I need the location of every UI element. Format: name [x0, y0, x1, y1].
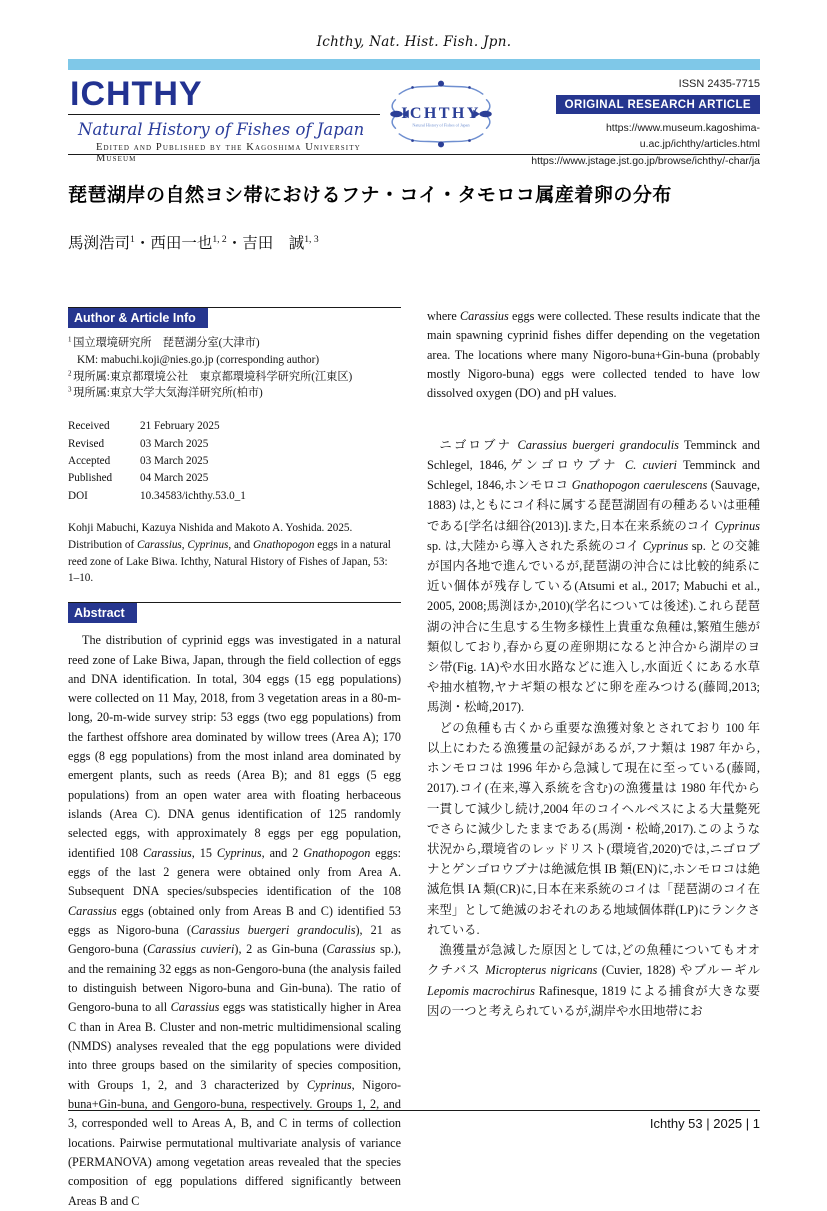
- affiliation-1: $^1$ 国立環境研究所 琵琶湖分室(大津市): [68, 335, 260, 349]
- history-value: 21 February 2025: [140, 420, 220, 433]
- logo-subtext: Natural History of Fishes of Japan: [412, 122, 470, 128]
- journal-url-jstage[interactable]: https://www.jstage.jst.go.jp/browse/ichthy/-char/ja: [531, 154, 760, 167]
- history-label: Revised: [68, 437, 105, 450]
- affiliation-list: [68, 335, 401, 402]
- header-accent-bar: [68, 59, 760, 70]
- journal-meta: [508, 77, 760, 169]
- brand-divider: [68, 114, 380, 115]
- journal-wordmark: ICHTHY: [70, 75, 203, 113]
- affiliation-2: $^2$ 現所属:東京都環境公社 東京都環境科学研究所(江東区): [68, 368, 353, 383]
- history-label: Published: [68, 472, 113, 485]
- doi-value: 10.34583/ichthy.53.0_1: [140, 489, 246, 502]
- history-value: 03 March 2025: [140, 437, 209, 450]
- history-row-doi: [68, 488, 401, 505]
- page-footer: [68, 1110, 760, 1131]
- journal-urls: [508, 120, 760, 169]
- journal-logo: [382, 77, 500, 156]
- intro-paragraph-2: どの魚種も古くから重要な漁獲対象とされており 100 年以上にわたる漁獲量の記録があるが,フナ類は 1987 年から,ホンモロコは 1996 年から急減して現在に至っている(藤岡, 2017).コイ(在来,導入系統を含む)の漁獲量は 1980 年代から一貫して減少し続け,2004 年のコイヘルペスによる大量斃死でさらに減少したままである(馬渕・松崎,2017).このような状況から,環境省のレッドリスト(環境省,2020)では,ニゴロブナとゲンゴロウブナは絶滅危惧 IB 類(EN)に,ホンモロコは絶滅危惧 IA 類(CR)に,日本在来系統のコイは「琵琶湖のコイ在来型」として絶滅のおそれのある地域個体群(LP)にランクされている.: [427, 720, 760, 937]
- author-info-section-head: [68, 307, 401, 328]
- page-number: Ichthy 53 | 2025 | 1: [649, 1116, 760, 1131]
- history-value: 04 March 2025: [140, 472, 209, 485]
- article-title: 琵琶湖岸の自然ヨシ帯におけるフナ・コイ・タモロコ属産着卵の分布: [68, 185, 672, 206]
- journal-subtitle: Natural History of Fishes of Japan: [78, 120, 365, 139]
- history-row-accepted: [68, 453, 401, 470]
- corresponding-author-email: KM: mabuchi.koji@nies.go.jp (corresponding author): [77, 353, 320, 366]
- journal-logo-emblem: [384, 77, 498, 151]
- author-info-heading: Author & Article Info: [68, 308, 208, 328]
- intro-paragraph-3: 漁獲量が急減した原因としては,どの魚種についてもオオクチバス Micropterus nigricans (Cuvier, 1828) やブルーギル Lepomis macrochirus Rafinesque, 1819 による捕食が大きな要因の一つと考えられているが,湖岸や水田地帯にお: [427, 943, 760, 1018]
- journal-url-museum[interactable]: https://www.museum.kagoshima-u.ac.jp/ichthy/articles.html: [605, 122, 760, 151]
- publisher-line: Edited and Published by the Kagoshima University Museum: [96, 142, 361, 164]
- issn-label: ISSN 2435-7715: [678, 78, 760, 90]
- abstract-continued: where Carassius eggs were collected. These results indicate that the main spawning cyprinid fishes differ depending on the vegetation area. The locations where many Nigoro-buna+Gin-buna (probably mostly Nigoro-buna) eggs were collected tended to have low dissolved oxygen (DO) and pH values.: [427, 309, 760, 401]
- running-head: Ichthy, Nat. Hist. Fish. Jpn.: [316, 34, 512, 50]
- history-value: 03 March 2025: [140, 454, 209, 467]
- history-row-published: [68, 470, 401, 487]
- journal-header: [68, 75, 760, 167]
- history-label: Accepted: [68, 454, 111, 467]
- abstract-paragraph: The distribution of cyprinid eggs was investigated in a natural reed zone of Lake Biwa, Japan, through the field collection of eggs and DNA identification. In total, 304 eggs (15 egg populations) were collected on 11 May, 2018, from 3 vegetation areas in a 80-m-long, 20-m-wide survey strip: 53 eggs (two egg populations) from the farthest offshore area dominated by willow trees (Area A); 170 eggs (8 egg populations) from the most inland area dominated by emergent plants, such as reeds (Area B); and 81 eggs (5 egg populations) from an open water area with floating herbaceous islands (Area C). DNA genus identification of 125 randomly selected eggs, with approximately 8 eggs per egg population, identified 108 Carassius, 15 Cyprinus, and 2 Gnathopogon eggs: eggs of the last 2 genera were obtained only from Area A. Subsequent DNA species/subspecies identification of the 108 Carassius eggs (obtained only from Areas B and C) identified 53 eggs as Nigoro-buna (Carassius buergeri grandoculis), 21 as Gengoro-buna (Carassius cuvieri), 2 as Gin-buna (Carassius sp.), and the remaining 32 eggs as non-Gengoro-buna (the analysis failed to distinguish between Nigoro-buna and Gin-buna). The ratio of Gengoro-buna to all Carassius eggs was statistically higher in Area C than in Area B. Cluster and non-metric multidimensional scaling (NMDS) analyses revealed that the egg populations were divided into three groups based on the similarity of species composition, with Groups 1, 2, and 3 characterized by Cyprinus, Nigoro-buna+Gin-buna, and Gengoro-buna, respectively. Groups 1, 2, and 3, corresponded well to Areas A, B, and C in terms of collection locations. Pairwise permutational multivariate analysis of variance (PERMANOVA) among vegetation areas revealed that the species composition of egg populations differed significantly between Areas B and C: [68, 633, 402, 1208]
- history-row-revised: [68, 436, 401, 453]
- right-column: [427, 307, 760, 1211]
- article-type-badge: ORIGINAL RESEARCH ARTICLE: [556, 95, 760, 114]
- history-label: Received: [68, 420, 110, 433]
- history-row-received: [68, 418, 401, 435]
- article-history: [68, 418, 401, 505]
- history-label: DOI: [68, 489, 88, 502]
- left-column: [68, 307, 401, 1211]
- abstract-section-head: [68, 602, 401, 623]
- journal-brand: [68, 77, 380, 164]
- introduction-paragraphs: [427, 435, 760, 1021]
- citation-text: Kohji Mabuchi, Kazuya Nishida and Makoto A. Yoshida. 2025. Distribution of Carassius, Cyprinus, and Gnathopogon eggs in a natural reed zone of Lake Biwa. Ichthy, Natural History of Fishes of Japan, 53: 1–10.: [68, 521, 391, 585]
- affiliation-3: $^3$ 現所属:東京大学大気海洋研究所(柏市): [68, 385, 263, 400]
- article-columns: [68, 307, 760, 1211]
- author-line: 馬渕浩司$^1$・西田一也$^{1, 2}$・吉田 誠$^{1, 3}$: [68, 233, 319, 252]
- logo-text: ICHTHY: [401, 104, 481, 122]
- intro-paragraph-1: ニゴロブナ Carassius buergeri grandoculis Temminck and Schlegel, 1846,ゲンゴロウブナ C. cuvieri Temminck and Schlegel, 1846,ホンモロコ Gnathopogon caerulescens (Sauvage, 1883) は,ともにコイ科に属する琵琶湖固有の種あるいは亜種である[学名は細谷(2013)].また,日本在来系統のコイ Cyprinus sp. は,大陸から導入された系統のコイ Cyprinus sp. との交雑が国内各地で進んでいるが,琵琶湖の沖合には比較的純系に近い個体が残存している(Atsumi et al., 2017; Mabuchi et al., 2005, 2008;馬渕ほか,2010)(学名については後述).これら琵琶湖の沖合に生息する生物多様性上貴重な魚種は,繁殖生態が類似しており,春から夏の産卵期になると沖合から湖岸のヨシ帯(Fig. 1A)や水田水路などに進入し,水面近くにある水草や抽水植物,ヤナギ類の根などに卵を産みつける(藤岡,2013;馬渕・松崎,2017).: [427, 437, 761, 715]
- abstract-heading: Abstract: [68, 603, 137, 623]
